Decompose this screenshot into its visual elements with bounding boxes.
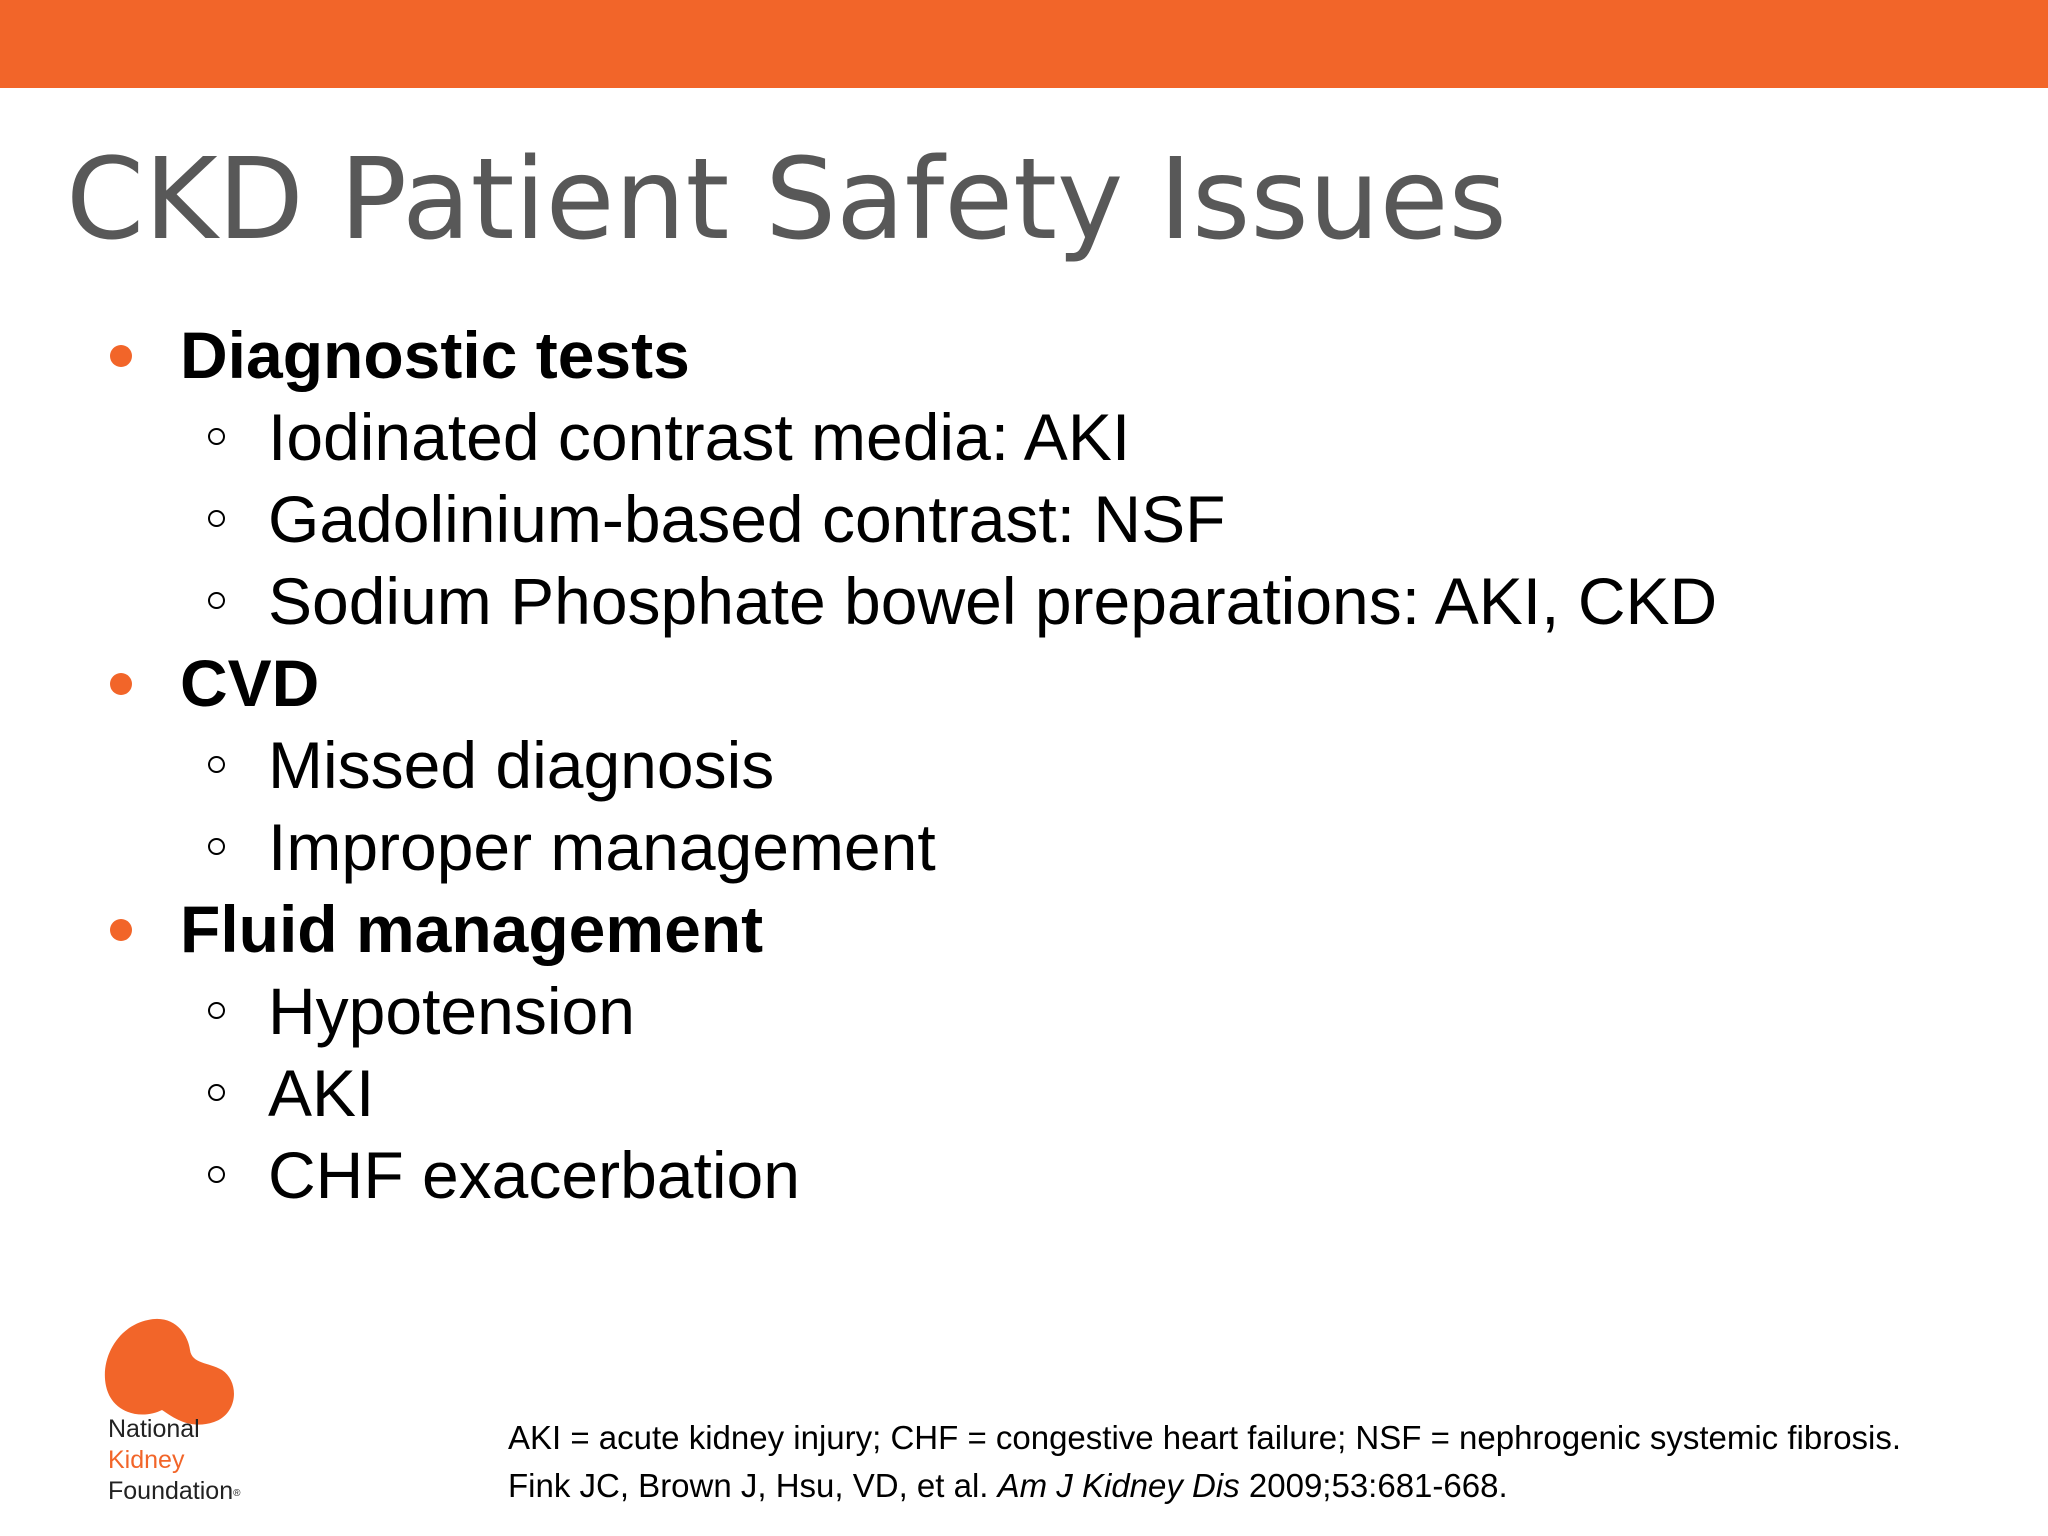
hollow-circle-bullet-icon: [208, 1084, 225, 1101]
sub-bullet-text: CHF exacerbation: [268, 1138, 800, 1212]
hollow-circle-bullet-icon: [208, 510, 225, 527]
logo-line-foundation: [108, 1476, 240, 1507]
hollow-circle-bullet-icon: [208, 592, 225, 609]
sub-bullet-text: AKI: [268, 1056, 375, 1130]
footnote: [508, 1414, 1901, 1510]
sub-bullet-text: Missed diagnosis: [268, 728, 775, 802]
sub-bullet-text: Hypotension: [268, 974, 635, 1048]
bullet-heading-text: CVD: [180, 646, 320, 720]
citation-details: 2009;53:681-668.: [1248, 1467, 1508, 1504]
organization-logo-text: [108, 1414, 240, 1507]
bullet-dot-icon: [110, 919, 132, 941]
citation-journal: Am J Kidney Dis: [997, 1467, 1240, 1504]
hollow-circle-bullet-icon: [208, 428, 225, 445]
logo-line-kidney: Kidney: [108, 1446, 185, 1474]
hollow-circle-bullet-icon: [208, 756, 225, 773]
bullet-dot-icon: [110, 345, 132, 367]
sub-bullet-text: Sodium Phosphate bowel preparations: AKI, CKD: [268, 564, 1718, 638]
citation: [508, 1462, 1901, 1510]
logo-foundation-word: Foundation: [108, 1477, 234, 1505]
hollow-circle-bullet-icon: [208, 1166, 225, 1183]
slide-title: CKD Patient Safety Issues: [66, 135, 1507, 265]
hollow-circle-bullet-icon: [208, 1002, 225, 1019]
abbreviations-text: AKI = acute kidney injury; CHF = congestive heart failure; NSF = nephrogenic systemic fibrosis.: [508, 1419, 1902, 1456]
bullet-heading-text: Diagnostic tests: [180, 318, 690, 392]
logo-line-national: National: [108, 1415, 200, 1443]
citation-authors: Fink JC, Brown J, Hsu, VD, et al.: [508, 1467, 989, 1504]
sub-bullet-text: Improper management: [268, 810, 936, 884]
registered-mark: ®: [233, 1488, 241, 1499]
bullet-heading-text: Fluid management: [180, 892, 764, 966]
hollow-circle-bullet-icon: [208, 838, 225, 855]
bullet-dot-icon: [110, 673, 132, 695]
sub-bullet-text: Gadolinium-based contrast: NSF: [268, 482, 1226, 556]
sub-bullet-text: Iodinated contrast media: AKI: [268, 400, 1131, 474]
